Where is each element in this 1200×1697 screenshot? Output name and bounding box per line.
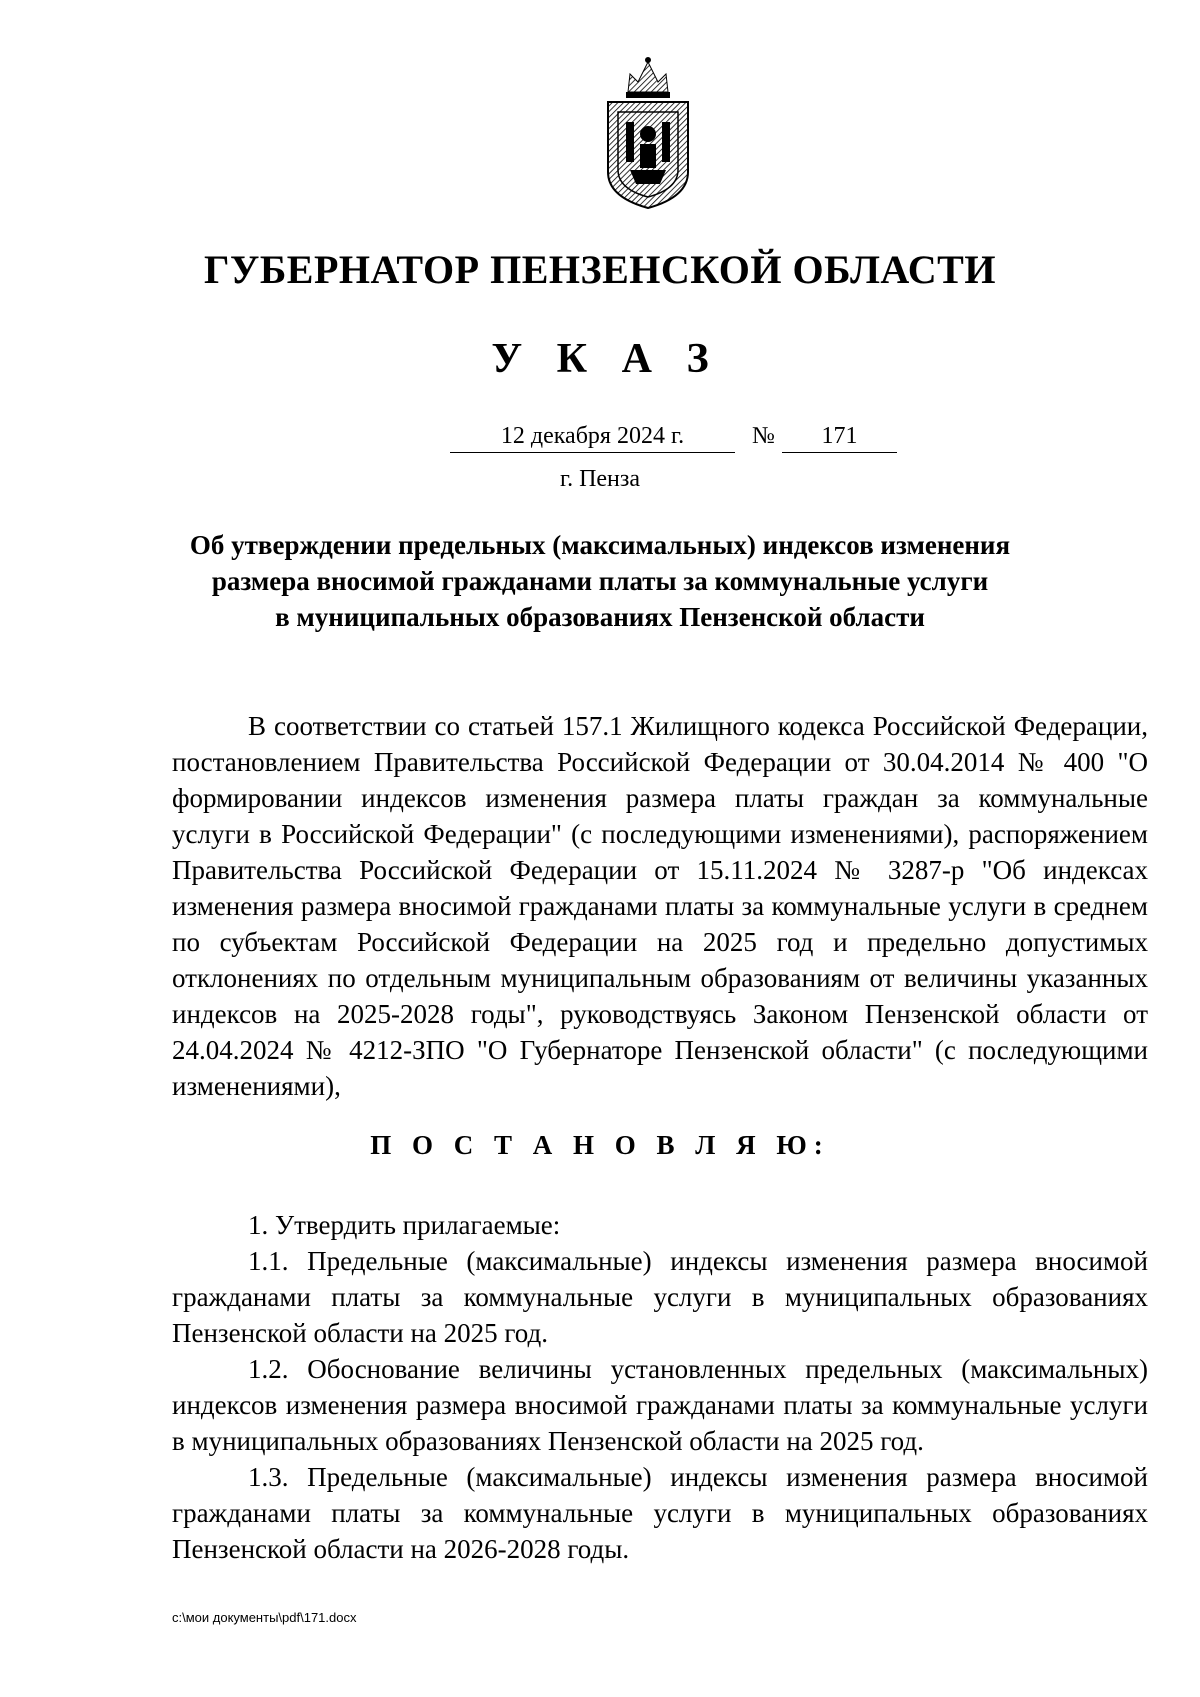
coat-of-arms-emblem <box>600 52 696 212</box>
issuing-city: г. Пенза <box>559 466 641 492</box>
item-1-2: 1.2. Обоснование величины установленных предельных (максимальных) индексов изменения размера вносимой гражданами платы за коммунальные услуги в муниципальных образованиях Пензенской области на 2025 год. <box>172 1354 1148 1456</box>
item-1-3: 1.3. Предельные (максимальные) индексы изменения размера вносимой гражданами платы за коммунальные услуги в муниципальных образованиях Пензенской области на 2026-2028 годы. <box>172 1462 1148 1564</box>
decree-heading: П О С Т А Н О В Л Я Ю: <box>370 1130 830 1160</box>
number-sign: № <box>752 423 775 449</box>
issuing-authority: ГУБЕРНАТОР ПЕНЗЕНСКОЙ ОБЛАСТИ <box>204 247 996 292</box>
decree-title-line-3: в муниципальных образованиях Пензенской области <box>275 602 925 632</box>
item-1-1: 1.1. Предельные (максимальные) индексы изменения размера вносимой гражданами платы за коммунальные услуги в муниципальных образованиях Пензенской области на 2025 год. <box>172 1246 1148 1348</box>
decree-title-line-2: размера вносимой гражданами платы за коммунальные услуги <box>211 566 989 596</box>
item-1: 1. Утвердить прилагаемые: <box>248 1210 561 1240</box>
document-type: У К А З <box>491 336 721 382</box>
decree-date: 12 декабря 2024 г. <box>450 423 735 453</box>
decree-title <box>0 527 1200 635</box>
file-path-footer: c:\мои документы\pdf\171.docx <box>172 1610 357 1625</box>
preamble-paragraph: В соответствии со статьей 157.1 Жилищного кодекса Российской Федерации, постановлением Правительства Российской Федерации от 30.04.2014 № 400 "О формировании индексов изменения размера платы граждан за коммунальные услуги в Российской Федерации" (с последующими изменениями), распоряжением Правительства Российской Федерации от 15.11.2024 № 3287-р "Об индексах изменения размера вносимой гражданами платы за коммунальные услуги в среднем по субъектам Российской Федерации на 2025 год и предельно допустимых отклонениях по отдельным муниципальным образованиям от величины указанных индексов на 2025-2028 годы", руководствуясь Законом Пензенской области от 24.04.2024 № 4212-ЗПО "О Губернаторе Пензенской области" (с последующими изменениями), <box>172 711 1148 1101</box>
decree-number: 171 <box>782 423 897 453</box>
decree-title-line-1: Об утверждении предельных (максимальных) индексов изменения <box>189 530 1011 560</box>
